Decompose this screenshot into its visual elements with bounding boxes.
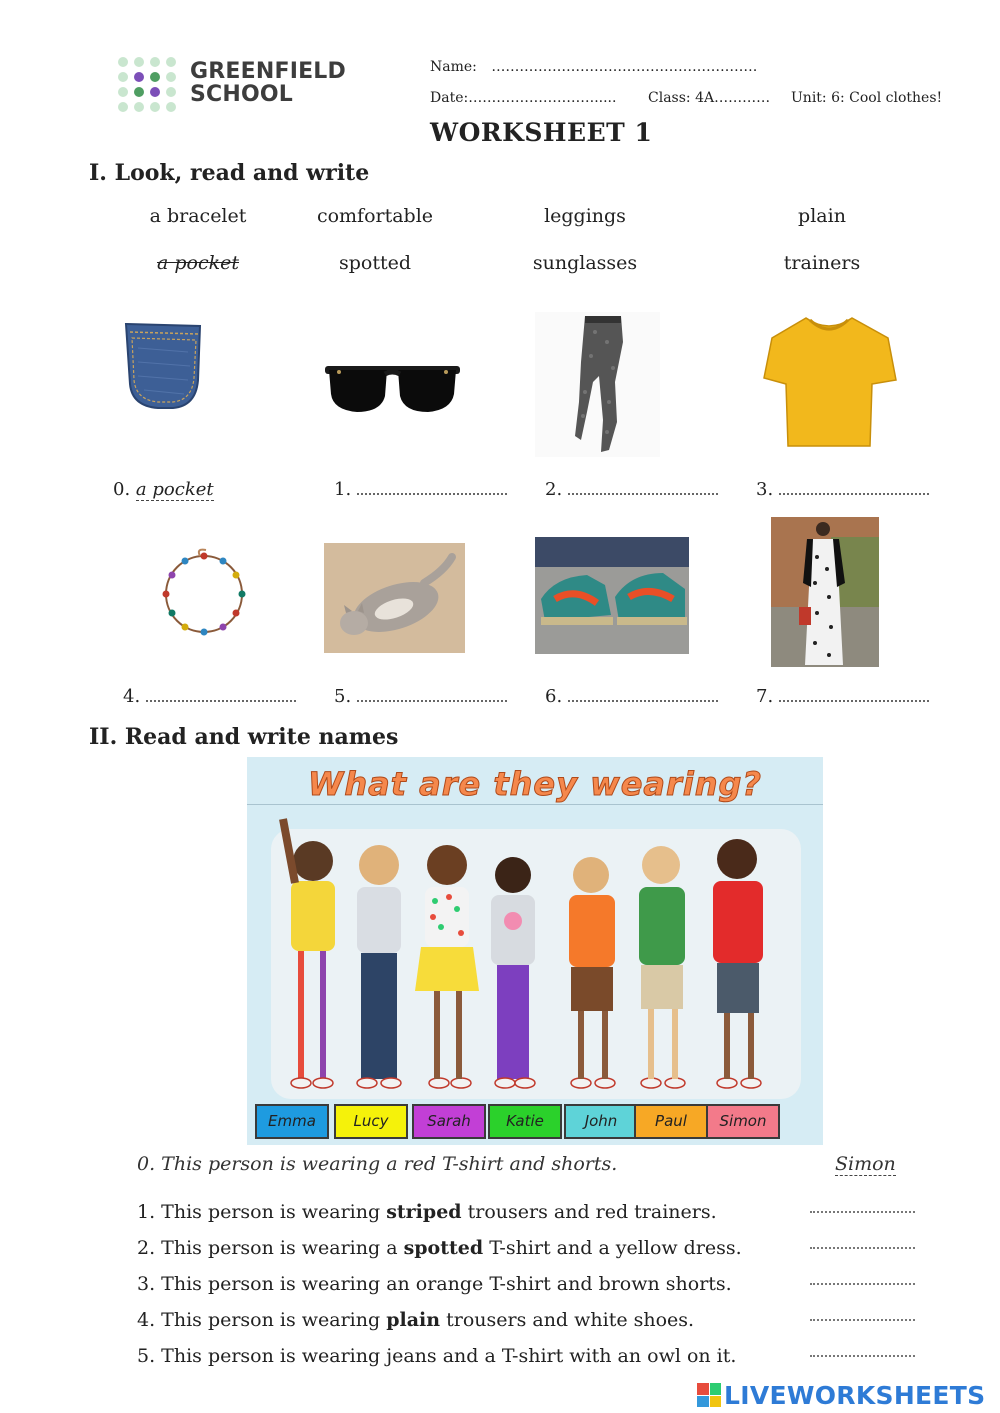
question-5-answer-field[interactable] — [810, 1354, 915, 1357]
name-tag-katie: Katie — [488, 1104, 562, 1139]
bracelet-icon — [160, 548, 252, 640]
item-number: 1. — [334, 479, 352, 500]
question-3-answer-field[interactable] — [810, 1282, 915, 1285]
worksheet-title: WORKSHEET 1 — [430, 118, 653, 147]
example-answer: a pocket — [135, 479, 214, 500]
part2-heading: II. Read and write names — [89, 724, 399, 750]
banner-title: What are they wearing? — [308, 765, 762, 803]
class-label: Class: 4A………… — [648, 90, 771, 106]
school-name-line1: GREENFIELD — [190, 59, 346, 84]
item-1-answer-field[interactable] — [334, 479, 507, 500]
word-bank-item: a bracelet — [149, 205, 247, 227]
trainers-photo-icon — [535, 537, 689, 654]
cat-photo-icon — [324, 543, 465, 653]
school-logo-dots-icon — [118, 57, 176, 111]
liveworksheets-logo — [697, 1379, 985, 1411]
question-2-answer-field[interactable] — [810, 1246, 915, 1249]
question-5: 5. This person is wearing jeans and a T-shirt with an owl on it. — [137, 1345, 737, 1367]
brand-name: LIVEWORKSHEETS — [724, 1380, 986, 1410]
item-0-answer — [113, 479, 214, 500]
school-logo-text — [190, 60, 346, 106]
item-6-answer-field[interactable] — [545, 686, 718, 707]
name-tag-lucy: Lucy — [334, 1104, 408, 1139]
sunglasses-icon — [325, 360, 460, 415]
spotted-dress-photo-icon — [771, 517, 879, 667]
example-answer-name: Simon — [835, 1153, 896, 1175]
question-2: 2. This person is wearing a spotted T-shirt and a yellow dress. — [137, 1237, 742, 1259]
name-tag-simon: Simon — [706, 1104, 780, 1139]
item-number: 7. — [756, 686, 774, 707]
tshirt-icon — [762, 312, 897, 452]
date-field[interactable] — [430, 90, 616, 106]
name-tag-sarah: Sarah — [412, 1104, 486, 1139]
name-label: Name: — [430, 59, 477, 75]
leggings-icon — [535, 312, 660, 457]
item-number: 4. — [123, 686, 141, 707]
item-5-answer-field[interactable] — [334, 686, 507, 707]
question-1: 1. This person is wearing striped trousers and red trainers. — [137, 1201, 717, 1223]
item-number: 5. — [334, 686, 352, 707]
brand-badge-icon — [697, 1383, 721, 1407]
name-field[interactable] — [430, 59, 757, 75]
name-tag-emma: Emma — [255, 1104, 329, 1139]
word-bank-item: spotted — [338, 252, 412, 274]
item-2-answer-field[interactable] — [545, 479, 718, 500]
example-sentence: 0. This person is wearing a red T-shirt and shorts. — [137, 1153, 618, 1175]
part1-heading: I. Look, read and write — [89, 160, 370, 186]
kids-picture — [247, 757, 823, 1145]
word-bank-item: leggings — [544, 205, 626, 227]
item-4-answer-field[interactable] — [123, 686, 296, 707]
item-number: 0. — [113, 479, 131, 500]
pocket-icon — [118, 318, 208, 413]
unit-label: Unit: 6: Cool clothes! — [791, 90, 943, 106]
word-bank-item: sunglasses — [532, 252, 638, 274]
name-tag-paul: Paul — [634, 1104, 708, 1139]
question-4-answer-field[interactable] — [810, 1318, 915, 1321]
item-7-answer-field[interactable] — [756, 686, 929, 707]
item-number: 2. — [545, 479, 563, 500]
date-label: Date:………………………..... — [430, 90, 617, 106]
item-number: 3. — [756, 479, 774, 500]
name-tag-john: John — [564, 1104, 638, 1139]
item-3-answer-field[interactable] — [756, 479, 929, 500]
word-bank-item: comfortable — [316, 205, 434, 227]
word-bank-item: plain — [798, 205, 846, 227]
question-1-answer-field[interactable] — [810, 1210, 915, 1213]
name-dots: ………………………………………………… — [491, 59, 758, 75]
item-number: 6. — [545, 686, 563, 707]
word-bank-item-used: a pocket — [156, 252, 240, 274]
school-name-line2: SCHOOL — [190, 82, 294, 107]
question-3: 3. This person is wearing an orange T-shirt and brown shorts. — [137, 1273, 732, 1295]
children-illustration — [261, 809, 809, 1099]
question-4: 4. This person is wearing plain trousers and white shoes. — [137, 1309, 695, 1331]
word-bank-item: trainers — [783, 252, 861, 274]
